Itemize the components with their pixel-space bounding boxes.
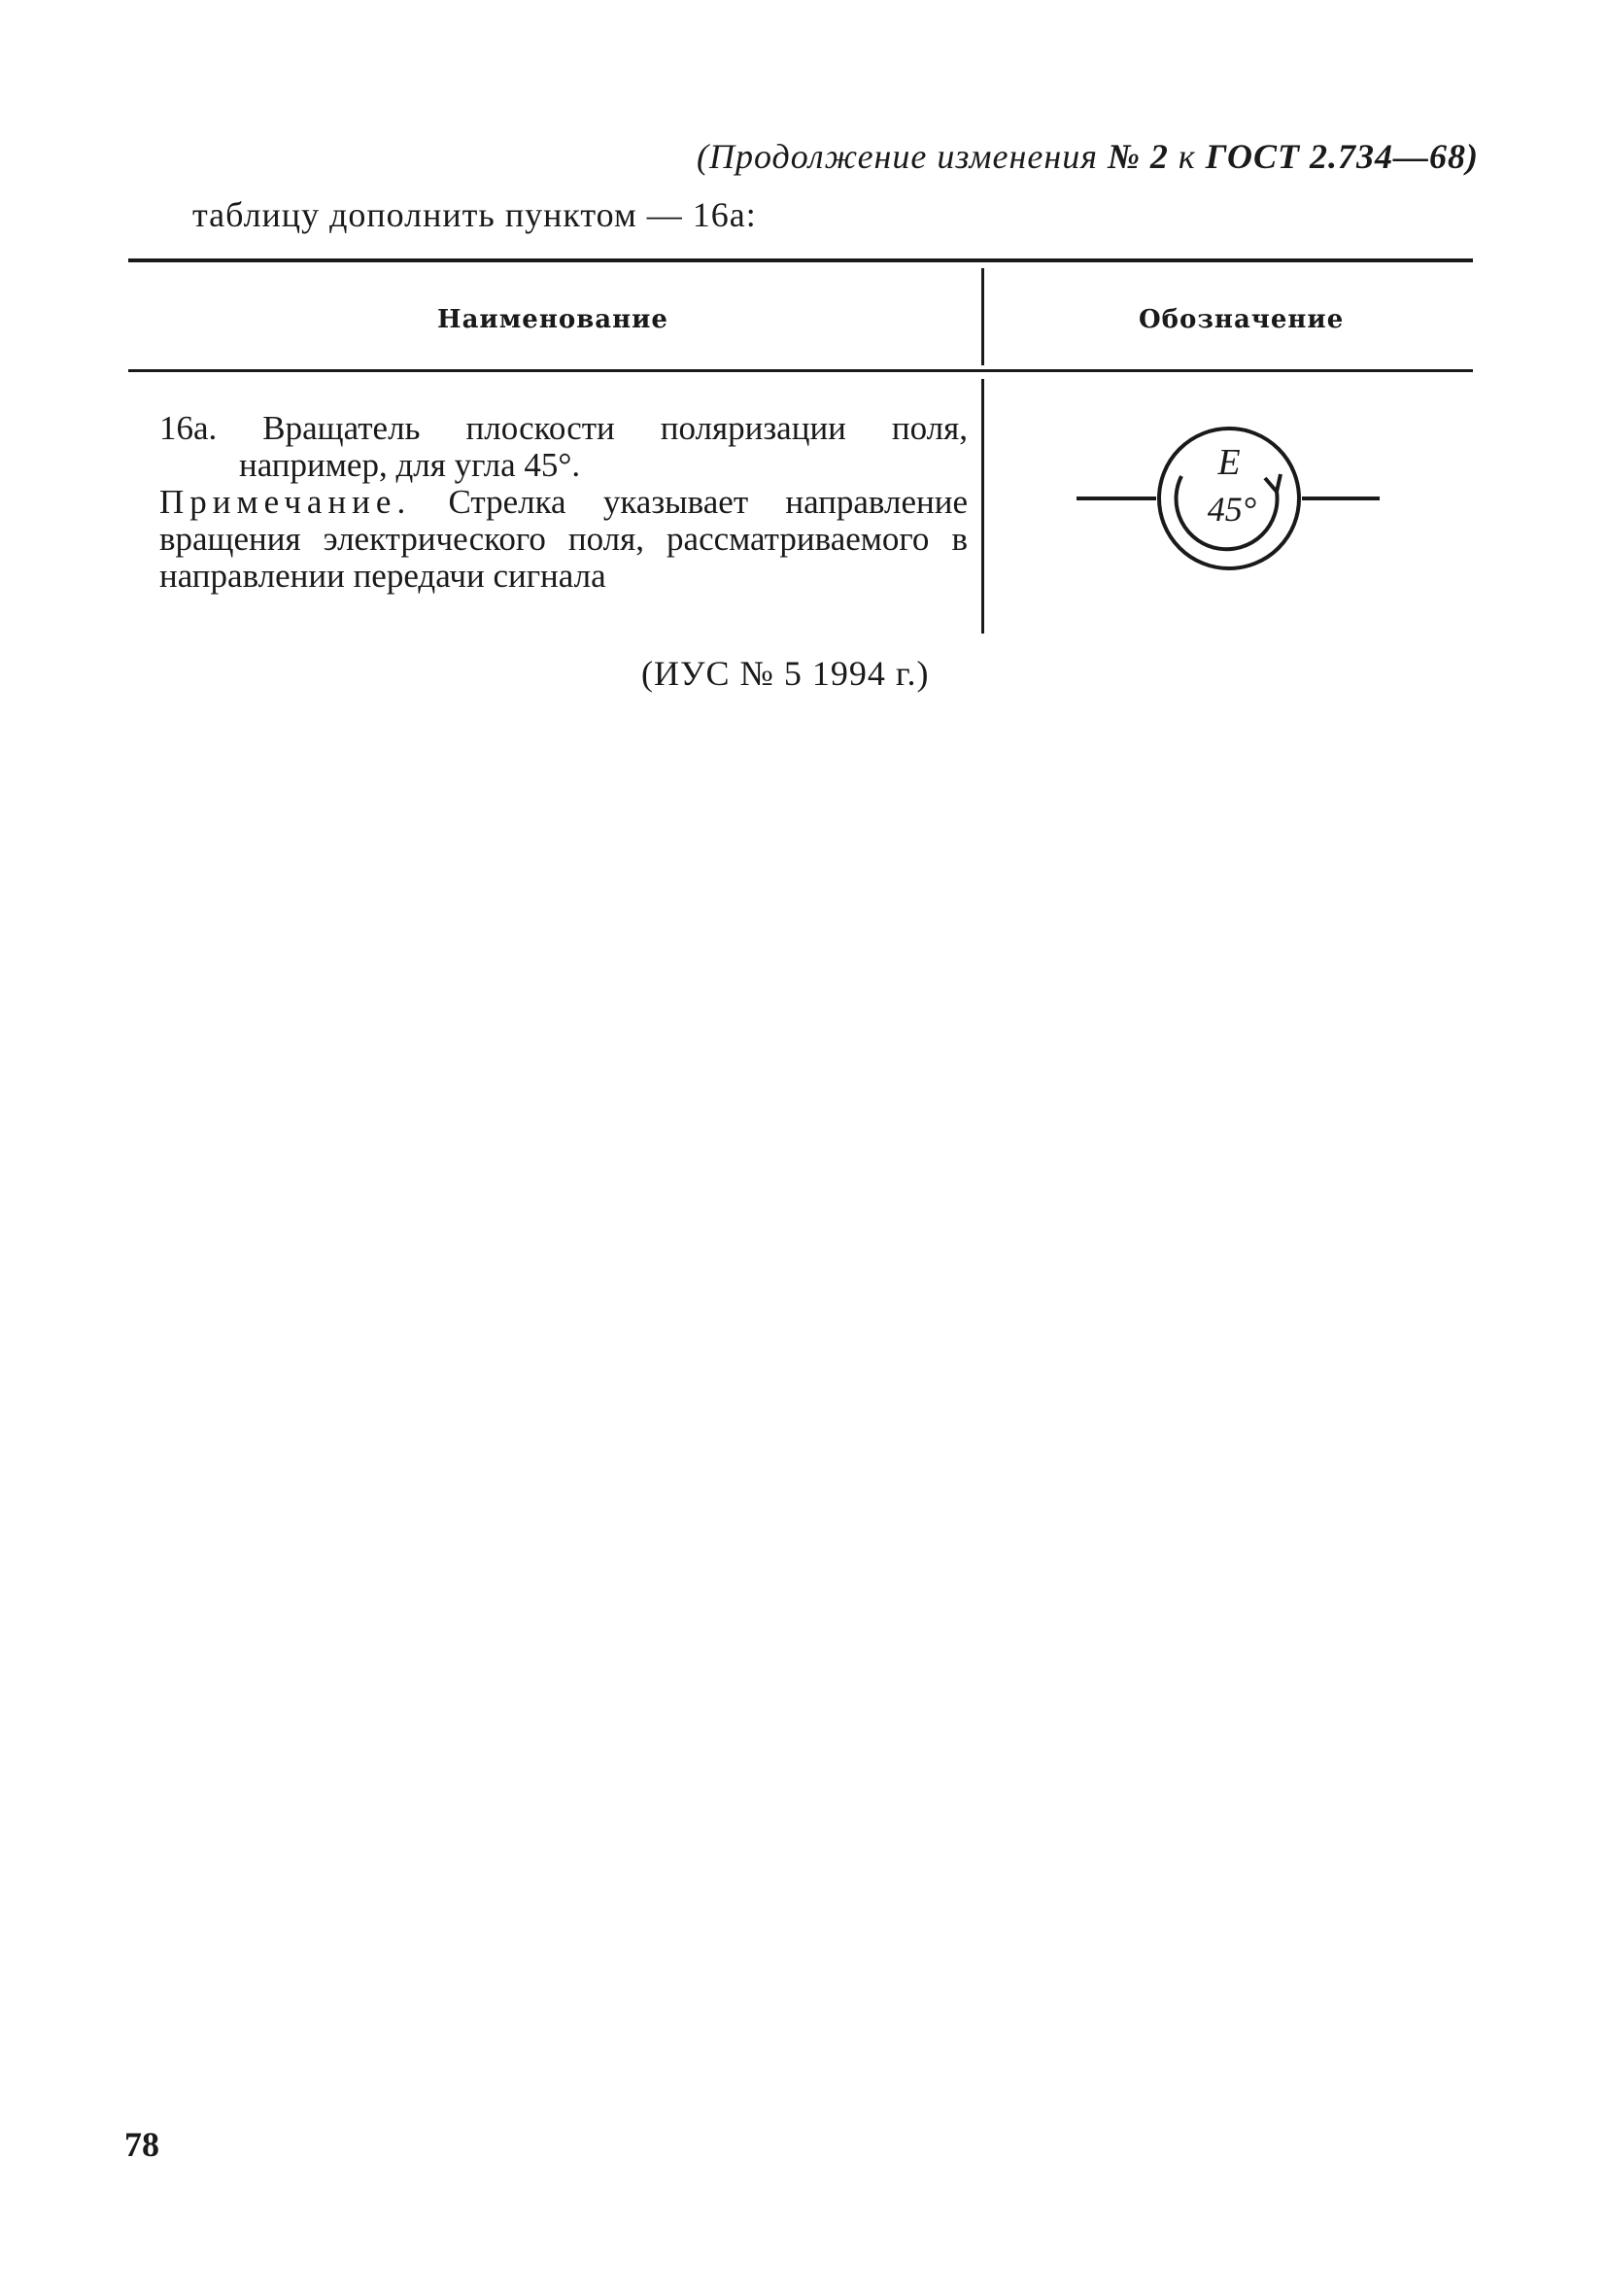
column-header-symbol: Обозначение <box>1139 305 1345 334</box>
item-subtitle: например, для угла 45°. <box>239 446 581 484</box>
continuation-header <box>697 136 1479 177</box>
page-number: 78 <box>124 2125 159 2164</box>
item-note <box>159 484 968 595</box>
column-header-name: Наименование <box>437 305 668 334</box>
table-header-rule <box>128 369 1473 372</box>
standard-number: ГОСТ 2.734—68) <box>1205 137 1479 176</box>
note-text: Стрелка указывает направление вращения электрического поля, рассматриваемого в направлении передачи сигнала <box>159 483 968 595</box>
table-row <box>159 410 968 595</box>
intro-text: таблицу дополнить пунктом — 16а: <box>192 195 757 234</box>
continuation-prefix: (Продолжение изменения <box>697 137 1108 176</box>
amendment-number: № 2 <box>1107 137 1169 176</box>
source-reference: (ИУС № 5 1994 г.) <box>641 654 930 693</box>
table-header-divider <box>981 268 984 365</box>
polarization-rotator-symbol <box>1077 416 1387 581</box>
arrow-head-icon <box>1265 474 1281 492</box>
symbol-field-label: E <box>1217 442 1241 483</box>
table-top-rule <box>128 258 1473 262</box>
note-label: Примечание. <box>159 483 412 521</box>
item-title: 16а. Вращатель плоскости поляризации поля, <box>159 409 968 447</box>
continuation-mid: к <box>1168 137 1206 176</box>
symbol-angle-label: 45° <box>1207 490 1257 529</box>
table-body-divider <box>981 379 984 634</box>
